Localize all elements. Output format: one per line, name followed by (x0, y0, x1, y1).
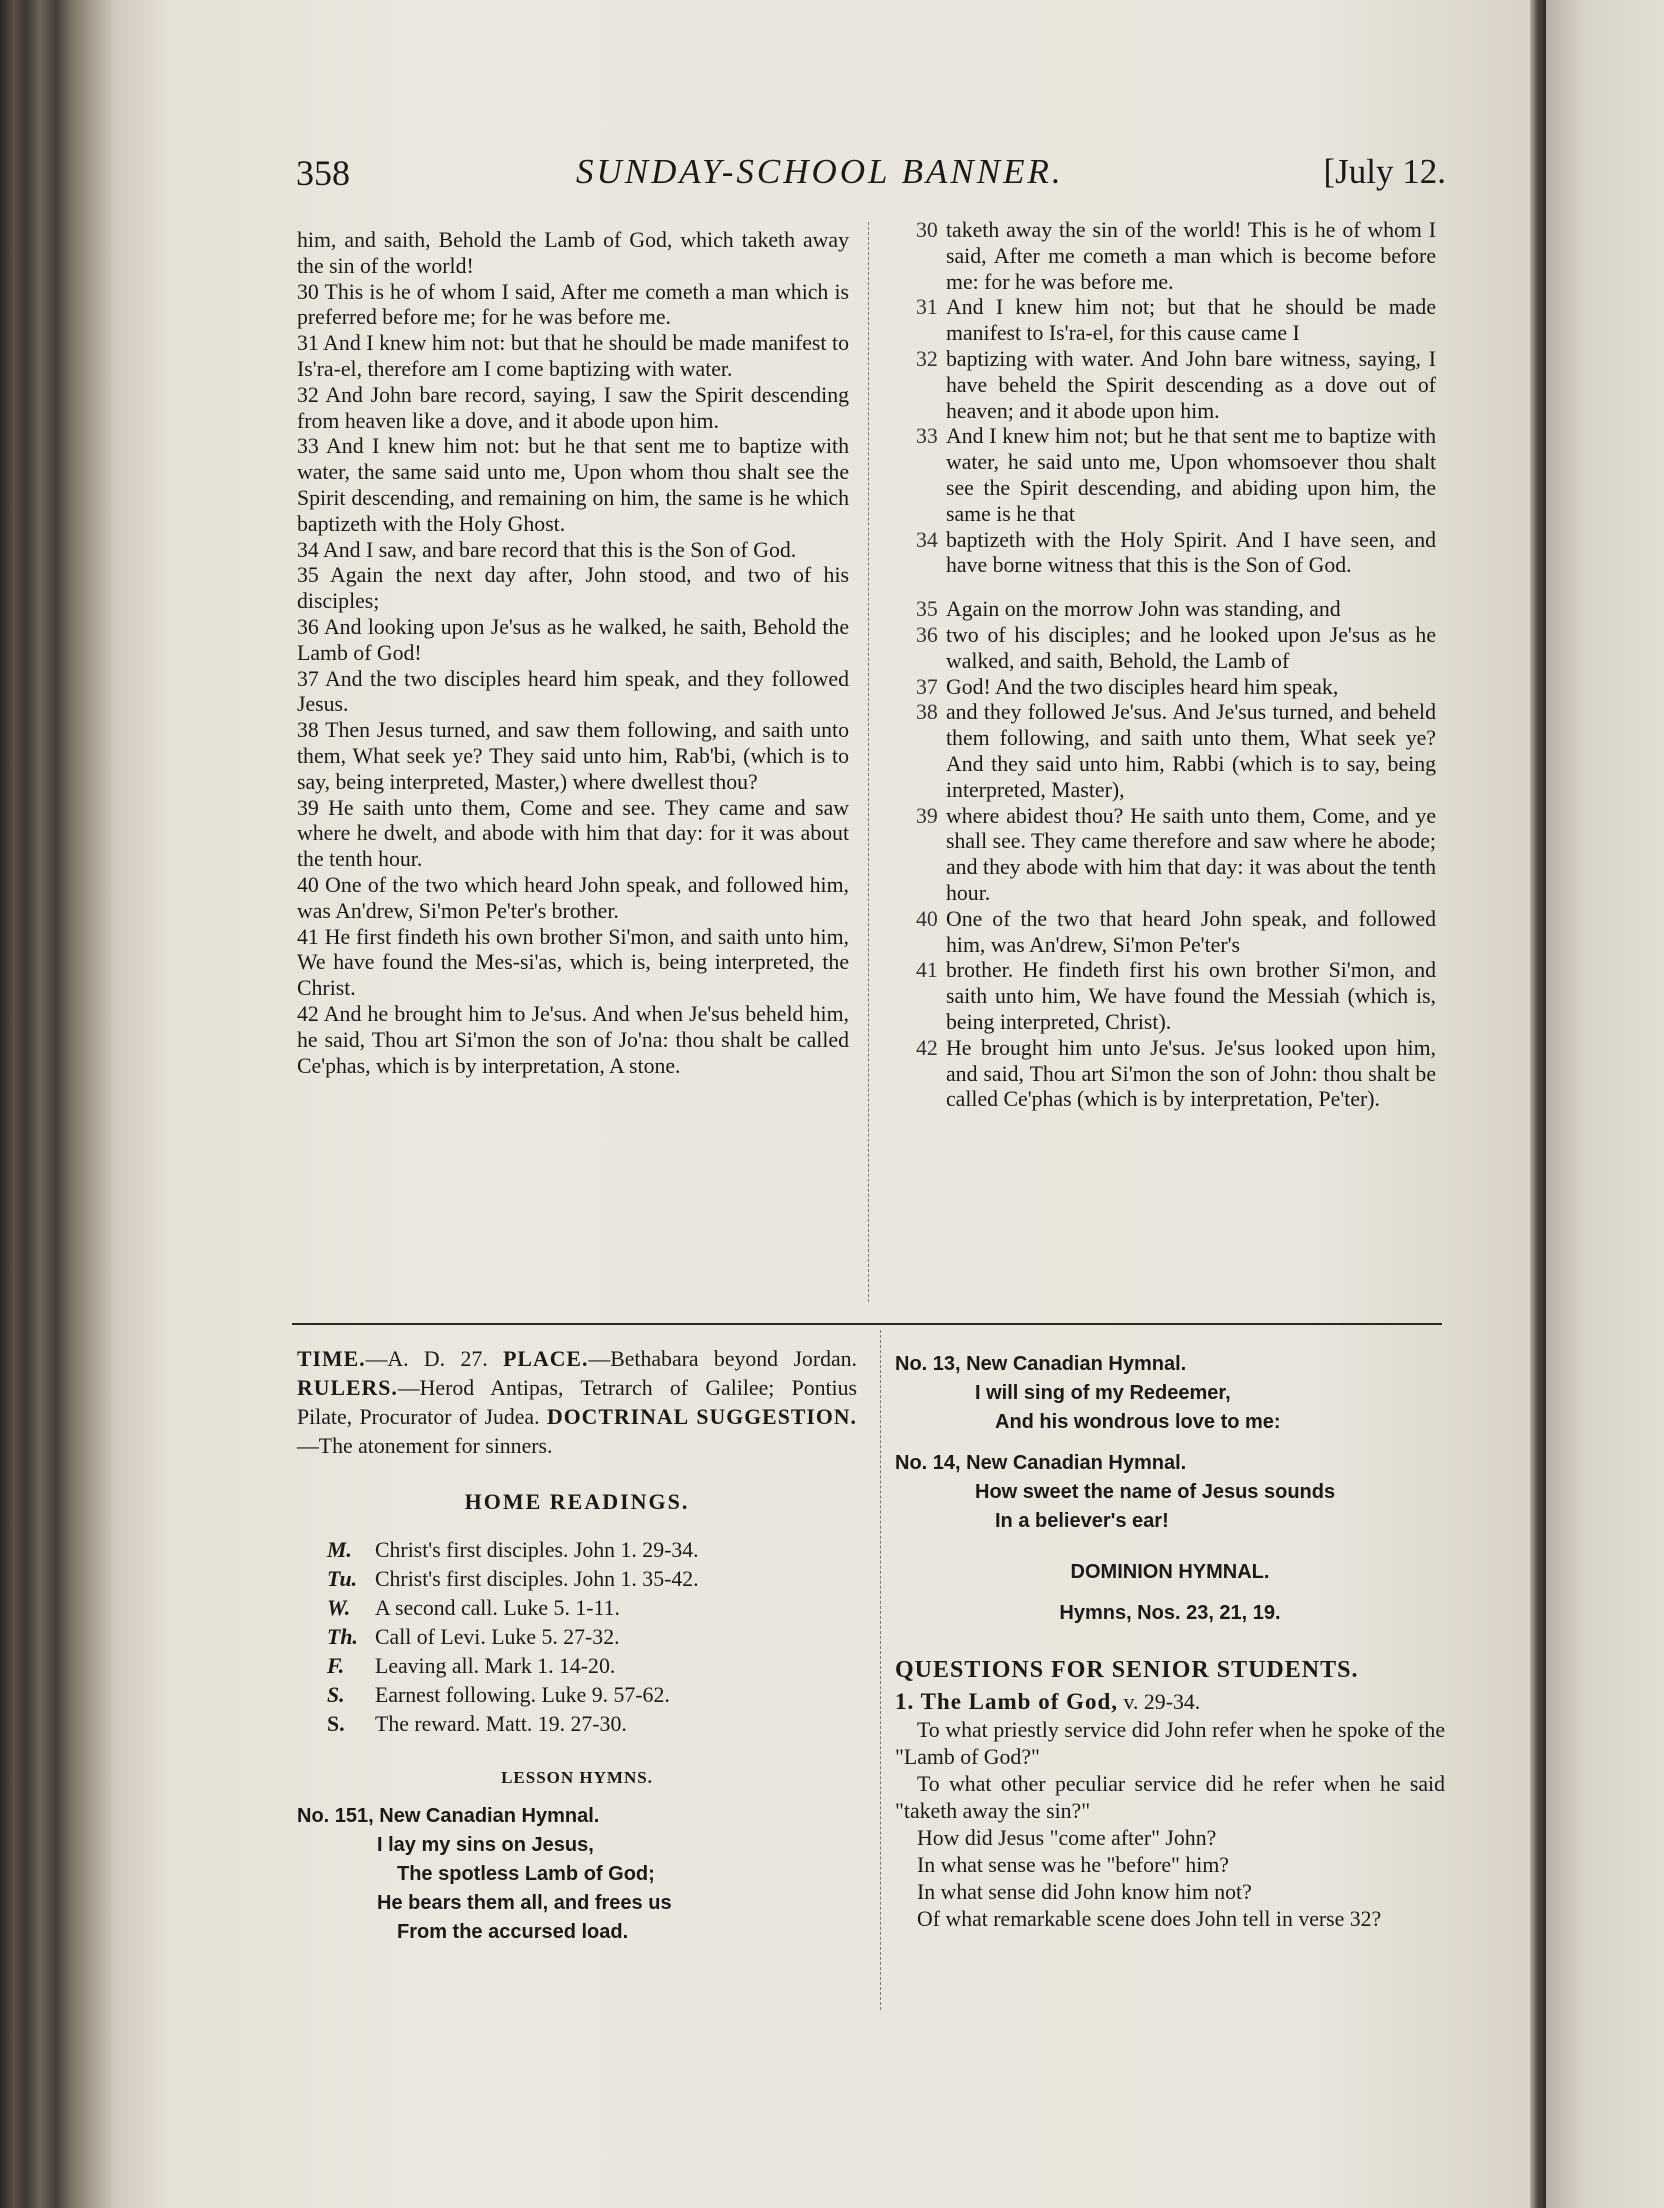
hymn-line: From the accursed load. (397, 1921, 629, 1943)
questions-list (895, 1717, 1445, 1933)
verse-number: 38 (916, 700, 938, 725)
book-binding (0, 0, 112, 2208)
section-heading: 1. The Lamb of God, (895, 1689, 1119, 1714)
reading-text: Earnest following. Luke 9. 57-62. (375, 1683, 670, 1707)
lesson-notes-left (297, 1345, 857, 1947)
doctrinal-label: DOCTRINAL SUGGESTION. (546, 1405, 857, 1429)
lesson-notes-right (895, 1350, 1445, 1933)
hymn-13-ref: No. 13, New Canadian Hymnal. (895, 1353, 1187, 1375)
verse-paragraph: 33 And I knew him not: but he that sent me to baptize with water, the same said unto me, Upon whom thou shalt see the Spirit descending, and remaining on him, the same is he which baptizeth with the Holy Ghost. (297, 434, 849, 536)
verse-number: 42 (916, 1035, 938, 1060)
revised-version-column (916, 218, 1436, 1113)
hymn-line: I will sing of my Redeemer, (975, 1382, 1231, 1404)
verse-row (916, 623, 1436, 675)
verse-number: 32 (916, 346, 938, 371)
lesson-hymns-title: LESSON HYMNS. (501, 1768, 653, 1787)
verse-paragraph: 39 He saith unto them, Come and see. They came and saw where he dwelt, and abode with him that day: for it was about the tenth hour. (297, 795, 849, 872)
reading-item (297, 1623, 857, 1652)
verse-number: 36 (916, 622, 938, 647)
reading-day: Tu. (327, 1567, 358, 1591)
reading-day: S. (327, 1683, 345, 1707)
question-item: To what other peculiar service did he refer when he said "taketh away the sin?" (895, 1772, 1445, 1823)
reading-text: Christ's first disciples. John 1. 29-34. (375, 1538, 699, 1562)
hymn-line: He bears them all, and frees us (377, 1892, 672, 1914)
doctrinal-text: —The atonement for sinners. (297, 1434, 553, 1458)
hymn-line: The spotless Lamb of God; (397, 1863, 655, 1885)
verse-row (916, 675, 1436, 701)
reading-day: M. (327, 1538, 352, 1562)
verse-paragraph: 30 This is he of whom I said, After me cometh a man which is preferred before me; for he was before me. (297, 279, 849, 330)
paragraph-gap (916, 579, 1436, 597)
verse-paragraph: 37 And the two disciples heard him speak, and they followed Jesus. (297, 666, 849, 717)
verse-paragraph: 34 And I saw, and bare record that this is the Son of God. (297, 537, 797, 562)
reading-item (297, 1652, 857, 1681)
verse-paragraph: 36 And looking upon Je'sus as he walked, he saith, Behold the Lamb of God! (297, 614, 849, 665)
dominion-hymnal-text: Hymns, Nos. 23, 21, 19. (1059, 1602, 1281, 1624)
verse-paragraph: 41 He first findeth his own brother Si'mon, and saith unto him, We have found the Mes-si'as, which is, being interpreted, the Christ. (297, 924, 849, 1001)
verse-text: One of the two that heard John speak, and followed him, was An'drew, Si'mon Pe'ter's (946, 906, 1436, 957)
verse-number: 37 (916, 674, 938, 699)
verse-row (916, 528, 1436, 580)
authorized-version-column (297, 228, 849, 1079)
dominion-hymnal-title: DOMINION HYMNAL. (1070, 1561, 1270, 1583)
questions-section-heading (895, 1687, 1445, 1717)
verse-row (916, 218, 1436, 295)
reading-day: F. (327, 1654, 345, 1678)
reading-item (297, 1536, 857, 1565)
column-divider (868, 222, 870, 1302)
verse-row (916, 597, 1436, 623)
verse-text: And I knew him not; but he that sent me to baptize with water, he said unto me, Upon whomsoever thou shalt see the Spirit descending, and abiding upon him, the same is he that (946, 424, 1436, 526)
reading-item (297, 1565, 857, 1594)
section-ref: v. 29-34. (1118, 1690, 1201, 1714)
home-readings-title: HOME READINGS. (464, 1489, 690, 1514)
question-item: To what priestly service did John refer when he spoke of the "Lamb of God?" (895, 1718, 1445, 1769)
verse-row (916, 958, 1436, 1035)
question-item: In what sense was he "before" him? (917, 1853, 1229, 1877)
verse-number: 41 (916, 958, 938, 983)
verse-paragraph: 35 Again the next day after, John stood, and two of his disciples; (297, 563, 849, 614)
verse-row (916, 1036, 1436, 1113)
verse-paragraph: 31 And I knew him not: but that he should be made manifest to Is'ra-el, therefore am I come baptizing with water. (297, 331, 849, 381)
verse-number: 40 (916, 906, 938, 931)
verse-text: and they followed Je'sus. And Je'sus turned, and beheld them following, and saith unto them, What seek ye? And they said unto him, Rabbi (which is to say, being interpreted, Master), (946, 700, 1436, 802)
verse-text: taketh away the sin of the world! This is he of whom I said, After me cometh a man which is become before me: for he was before me. (946, 218, 1436, 294)
home-readings-list (297, 1536, 857, 1739)
reading-day: Th. (327, 1625, 358, 1649)
verse-row (916, 295, 1436, 347)
hymn-line: In a believer's ear! (995, 1510, 1169, 1532)
rulers-label: RULERS. (297, 1376, 398, 1400)
reading-text: A second call. Luke 5. 1-11. (375, 1596, 620, 1620)
verse-text: where abidest thou? He saith unto them, Come, and ye shall see. They came therefore and saw where he abode; and they abode with him that day: it was about the tenth hour. (946, 803, 1436, 905)
verse-paragraph: 40 One of the two which heard John speak, and followed him, was An'drew, Si'mon Pe'ter's brother. (297, 872, 849, 923)
verse-text: Again on the morrow John was standing, and (946, 597, 1341, 622)
hymn-14-ref: No. 14, New Canadian Hymnal. (895, 1452, 1187, 1474)
page-gutter (1530, 0, 1546, 2208)
hymn-line: I lay my sins on Jesus, (377, 1834, 594, 1856)
questions-title: QUESTIONS FOR SENIOR STUDENTS. (895, 1657, 1359, 1683)
verse-text: God! And the two disciples heard him speak, (946, 674, 1339, 699)
section-rule (292, 1323, 1442, 1325)
hymn-line: How sweet the name of Jesus sounds (975, 1481, 1336, 1503)
reading-day: W. (327, 1596, 351, 1620)
question-item: In what sense did John know him not? (917, 1880, 1252, 1904)
verse-row (916, 347, 1436, 424)
running-header (296, 152, 1446, 198)
verse-number: 39 (916, 803, 938, 828)
hymn-line: And his wondrous love to me: (995, 1411, 1281, 1433)
reading-day: S. (327, 1712, 345, 1736)
time-label: TIME. (297, 1347, 366, 1371)
verse-text: brother. He findeth first his own brother Si'mon, and saith unto him, We have found the Messiah (which is, being interpreted, Christ). (946, 958, 1436, 1034)
reading-text: The reward. Matt. 19. 27-30. (375, 1712, 627, 1736)
question-item: How did Jesus "come after" John? (917, 1826, 1217, 1850)
reading-item (297, 1710, 857, 1739)
verse-number: 33 (916, 424, 938, 449)
verse-text: And I knew him not; but that he should be made manifest to Is'ra-el, for this cause came I (946, 295, 1436, 346)
verse-number: 30 (916, 218, 938, 242)
verse-paragraph: 42 And he brought him to Je'sus. And when Je'sus beheld him, he said, Thou art Si'mon the son of Jo'na: thou shalt be called Ce'phas, which is by interpretation, A stone. (297, 1001, 849, 1078)
verse-number: 35 (916, 597, 938, 622)
verse-paragraph: him, and saith, Behold the Lamb of God, which taketh away the sin of the world! (297, 228, 849, 278)
question-item: Of what remarkable scene does John tell in verse 32? (917, 1907, 1382, 1931)
issue-date: [July 12. (1323, 152, 1446, 191)
adjacent-page-edge (1546, 0, 1664, 2208)
rulers-text: —Herod Antipas, Tetrarch of Galilee; Pontius Pilate, Procurator of Judea. (297, 1376, 857, 1429)
verse-paragraph: 32 And John bare record, saying, I saw the Spirit descending from heaven like a dove, and it abode upon him. (297, 382, 849, 433)
time-text: —A. D. 27. (365, 1347, 488, 1371)
hymn-151-ref: No. 151, New Canadian Hymnal. (297, 1805, 600, 1827)
verse-row (916, 424, 1436, 527)
verse-paragraph: 38 Then Jesus turned, and saw them following, and saith unto them, What seek ye? They said unto him, Rab'bi, (which is to say, being interpreted, Master,) where dwellest thou? (297, 718, 849, 794)
column-divider-lower (880, 1330, 882, 2010)
verse-text: He brought him unto Je'sus. Je'sus looked upon him, and said, Thou art Si'mon the son of John: thou shalt be called Ce'phas (which is by interpretation, Pe'ter). (946, 1035, 1436, 1112)
verse-row (916, 804, 1436, 907)
reading-text: Call of Levi. Luke 5. 27-32. (375, 1625, 620, 1649)
reading-item (297, 1681, 857, 1710)
verse-number: 31 (916, 295, 938, 320)
place-label: PLACE. (503, 1347, 589, 1371)
place-text: —Bethabara beyond Jordan. (588, 1347, 857, 1371)
reading-text: Christ's first disciples. John 1. 35-42. (375, 1567, 699, 1591)
verse-text: baptizeth with the Holy Spirit. And I have seen, and have borne witness that this is the Son of God. (946, 527, 1436, 578)
verse-text: baptizing with water. And John bare witness, saying, I have beheld the Spirit descending as a dove out of heaven; and it abode upon him. (946, 346, 1436, 423)
page-number: 358 (296, 153, 350, 193)
reading-text: Leaving all. Mark 1. 14-20. (375, 1654, 616, 1678)
lesson-info (297, 1345, 857, 1461)
reading-item (297, 1594, 857, 1623)
verse-row (916, 907, 1436, 959)
verse-number: 34 (916, 527, 938, 552)
verse-row (916, 700, 1436, 803)
running-title: SUNDAY-SCHOOL BANNER. (576, 152, 1064, 191)
verse-text: two of his disciples; and he looked upon Je'sus as he walked, and saith, Behold, the Lamb of (946, 622, 1436, 673)
